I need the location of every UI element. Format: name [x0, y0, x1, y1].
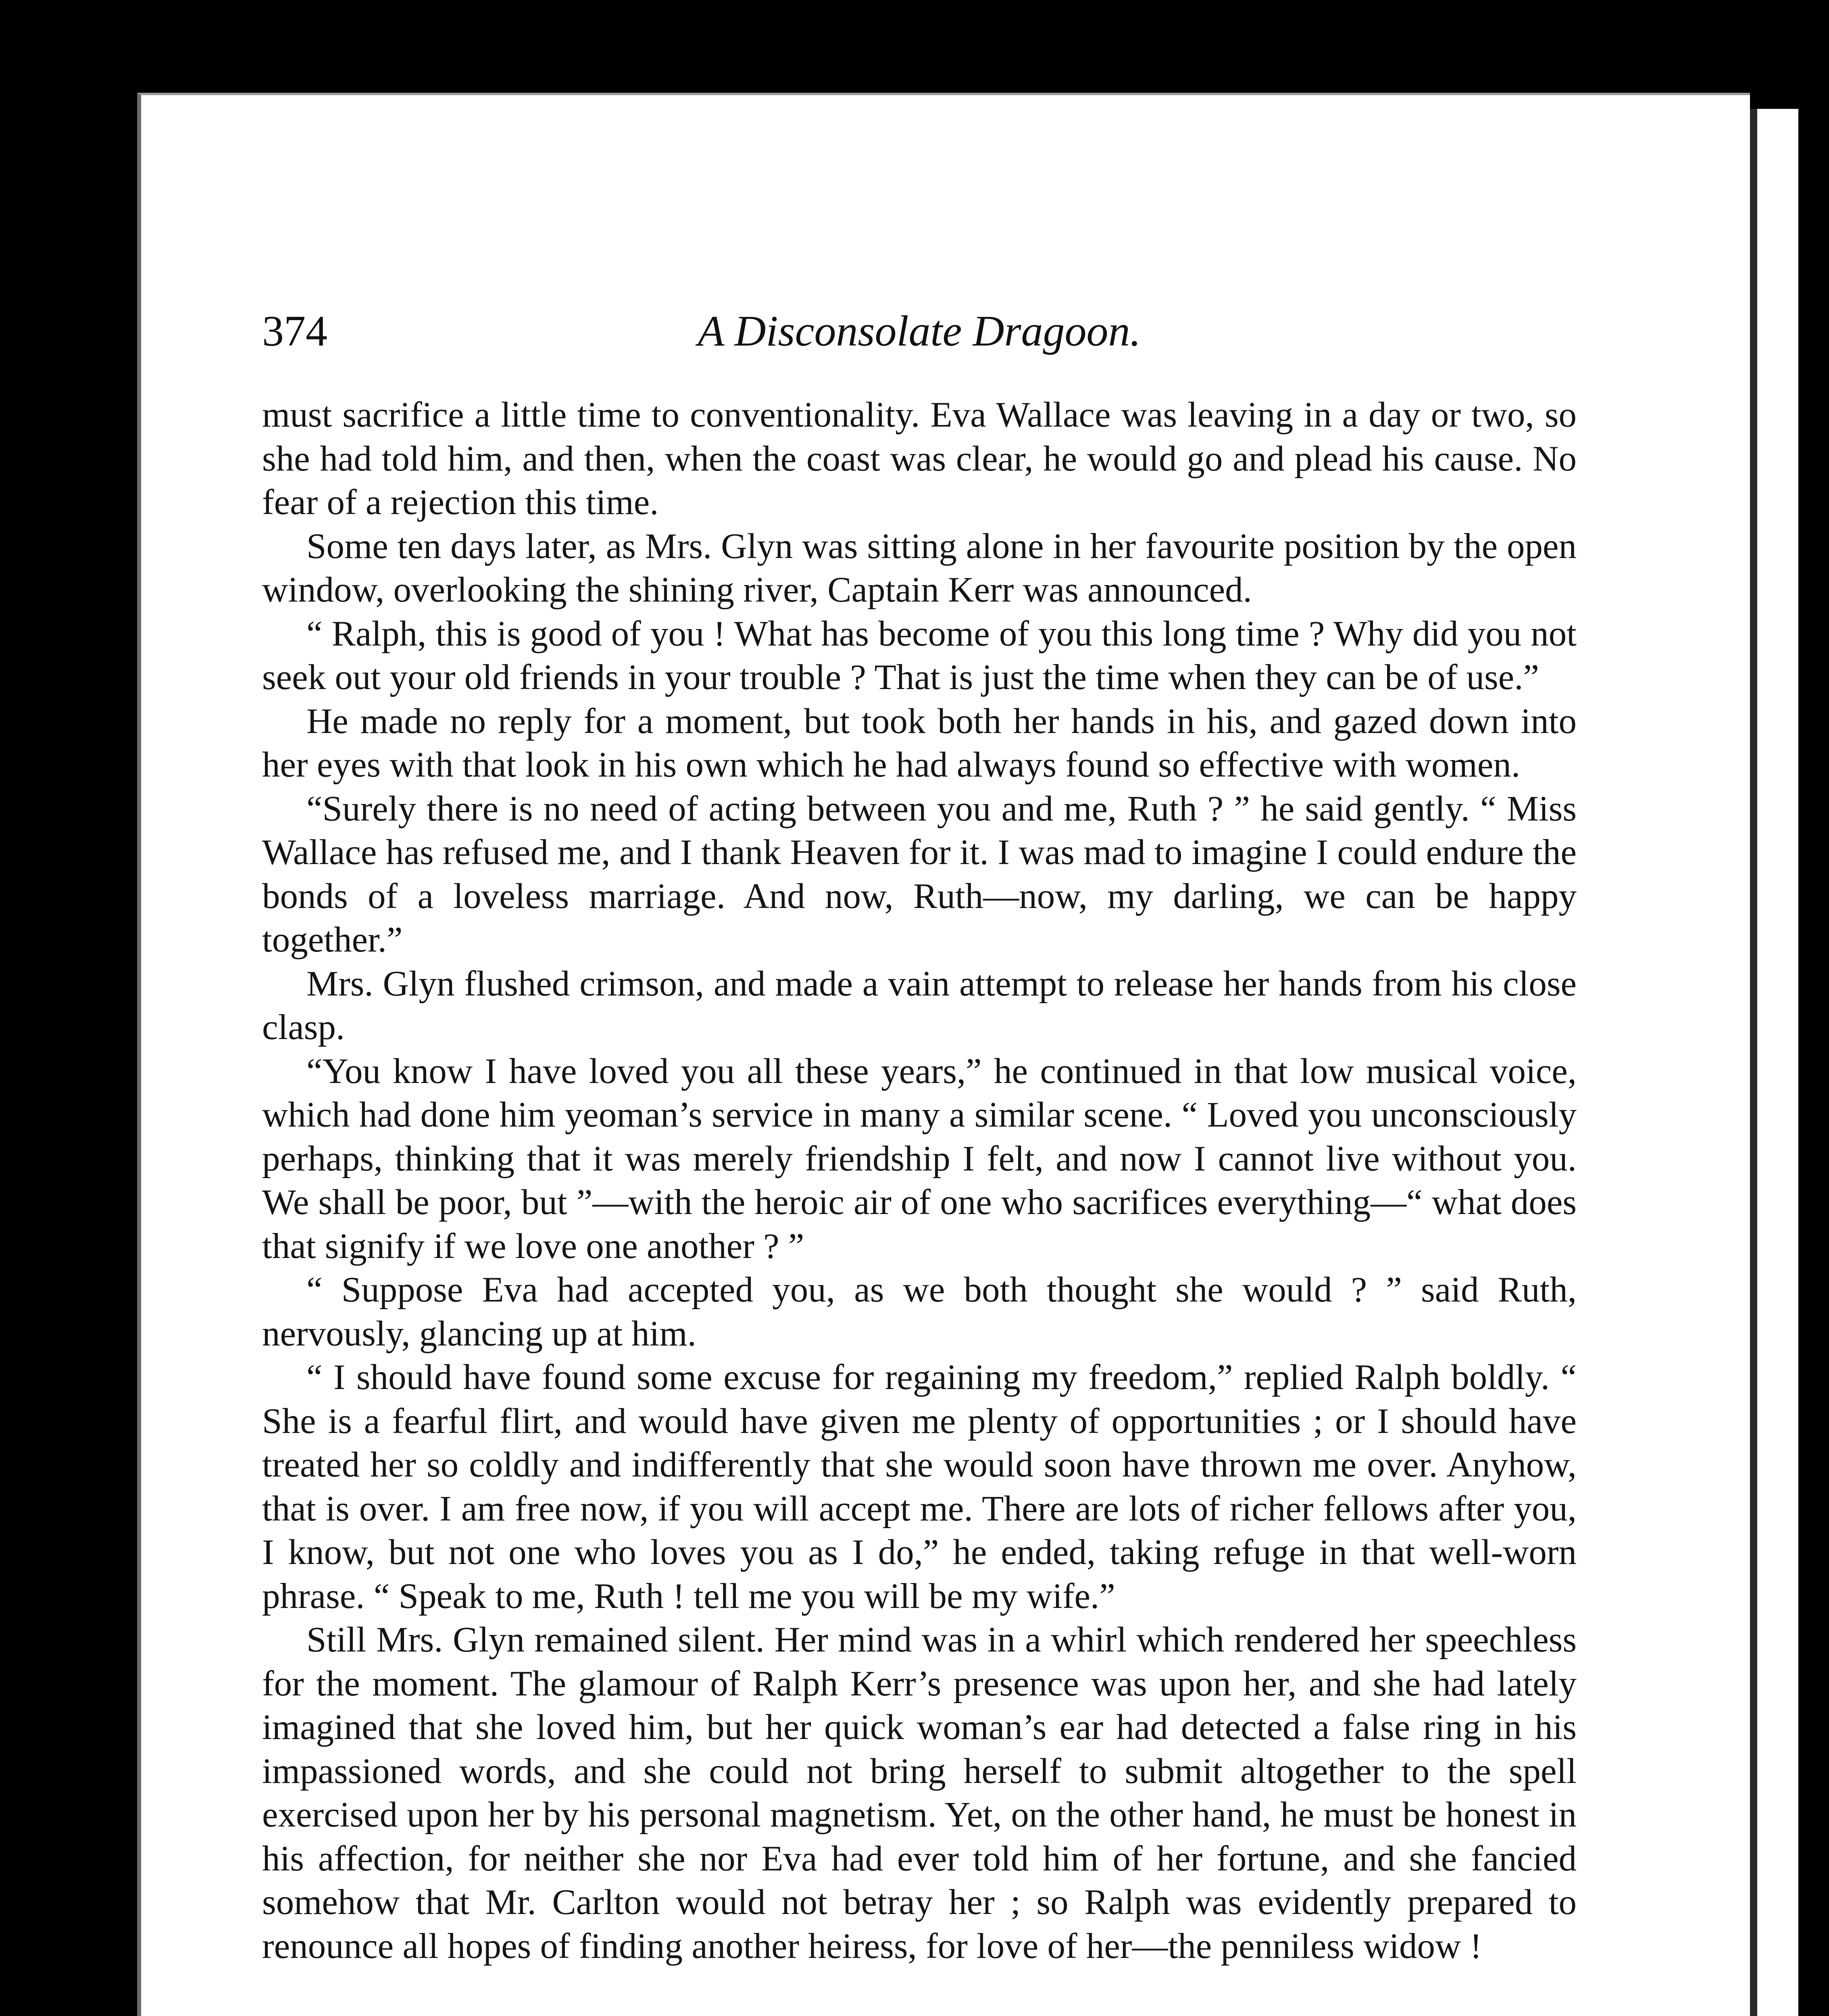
running-title: A Disconsolate Dragoon. — [698, 307, 1141, 355]
page-number: 374 — [262, 307, 327, 355]
paragraph: “ I should have found some excuse for regaining my freedom,” replied Ralph boldly. “ She is a fearful flirt, and would have given me plenty of opportunities ; or I should have treated her so coldly and indifferently that she would soon have thrown me over. Anyhow, that is over. I am free now, if you will accept me. There are lots of richer fellows after you, I know, but not one who loves you as I do,” he ended, taking refuge in that well-worn phrase. “ Speak to me, Ruth ! tell me you will be my wife.” — [262, 1358, 1577, 1616]
paragraph: Some ten days later, as Mrs. Glyn was sitting alone in her favourite position by the open window, overlooking the shining river, Captain Kerr was announced. — [262, 526, 1577, 610]
paragraph: must sacrifice a little time to conventionality. Eva Wallace was leaving in a day or two, so she had told him, and then, when the coast was clear, he would go and plead his cause. No fear of a rejection this time. — [262, 395, 1577, 522]
paragraph: “Surely there is no need of acting between you and me, Ruth ? ” he said gently. “ Miss Wallace has refused me, and I thank Heaven for it. I was mad to imagine I could endure the bonds of a loveless marriage. And now, Ruth—now, my darling, we can be happy together.” — [262, 789, 1577, 960]
body-text — [262, 393, 1577, 1968]
page-header — [262, 306, 1577, 375]
paragraph: He made no reply for a moment, but took both her hands in his, and gazed down into her eyes with that look in his own which he had always found so effective with women. — [262, 701, 1577, 785]
paragraph: “You know I have loved you all these years,” he continued in that low musical voice, which had done him yeoman’s service in many a similar scene. “ Loved you unconsciously perhaps, thinking that it was merely friendship I felt, and now I cannot live without you. We shall be poor, but ”—with the heroic air of one who sacrifices everything—“ what does that signify if we love one another ? ” — [262, 1051, 1577, 1266]
paragraph: “ Ralph, this is good of you ! What has become of you this long time ? Why did you not seek out your old friends in your trouble ? That is just the time when they can be of use.” — [262, 614, 1577, 697]
paragraph: Still Mrs. Glyn remained silent. Her mind was in a whirl which rendered her speechless for the moment. The glamour of Ralph Kerr’s presence was upon her, and she had lately imagined that she loved him, but her quick woman’s ear had detected a false ring in his impassioned words, and she could not bring herself to submit altogether to the spell exercised upon her by his personal magnetism. Yet, on the other hand, he must be honest in his affection, for neither she nor Eva had ever told him of her fortune, and she fancied somehow that Mr. Carlton would not betray her ; so Ralph was evidently prepared to renounce all hopes of finding another heiress, for love of her—the penniless widow ! — [262, 1620, 1577, 1966]
paragraph: “ Suppose Eva had accepted you, as we both thought she would ? ” said Ruth, nervously, glancing up at him. — [262, 1270, 1577, 1354]
paragraph: Mrs. Glyn flushed crimson, and made a vain attempt to release her hands from his close clasp. — [262, 964, 1577, 1047]
adjacent-page-edge — [1750, 109, 1798, 2016]
